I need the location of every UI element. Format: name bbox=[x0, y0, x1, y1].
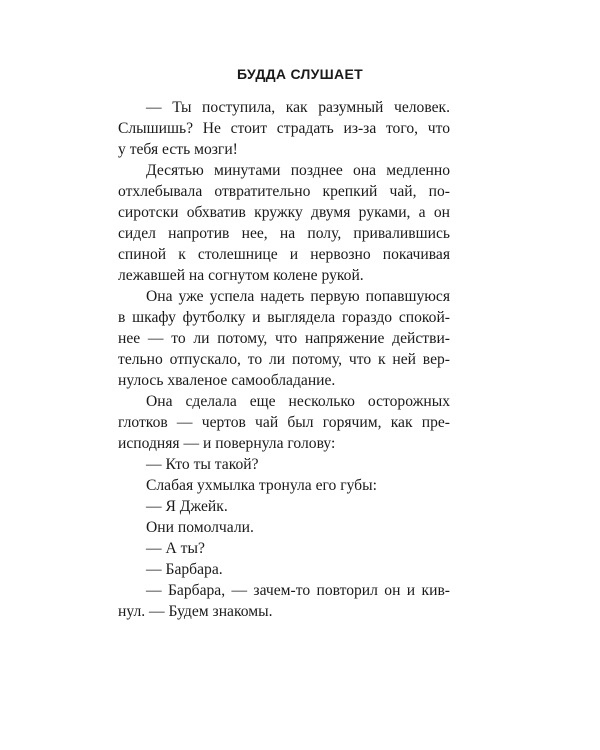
text-line: исподняя — и повернула голову: bbox=[118, 435, 336, 452]
text-line: — Ты поступила, как разумный человек. bbox=[146, 99, 450, 116]
running-head: БУДДА СЛУШАЕТ bbox=[237, 66, 363, 82]
text-line: тельно отпускало, то ли потому, что к ней вер- bbox=[118, 351, 450, 368]
text-line: отхлебывала отвратительно крепкий чай, по- bbox=[118, 183, 450, 200]
text-line: нулось хваленое самообладание. bbox=[118, 372, 336, 389]
text-line: сиротски обхватив кружку двумя руками, а он bbox=[118, 204, 450, 221]
text-line: — Барбара, — зачем-то повторил он и кив- bbox=[146, 582, 450, 599]
text-line: Десятью минутами позднее она медленно bbox=[146, 162, 450, 179]
text-line: нул. — Будем знакомы. bbox=[118, 603, 273, 620]
text-line: — Я Джейк. bbox=[146, 498, 228, 515]
text-line: Слабая ухмылка тронула его губы: bbox=[146, 477, 377, 494]
text-line: спиной к столешнице и нервозно покачивая bbox=[118, 246, 450, 263]
text-line: — Кто ты такой? bbox=[146, 456, 259, 473]
text-line: в шкафу футболку и выглядела гораздо спокой- bbox=[118, 309, 450, 326]
text-line: Слышишь? Не стоит страдать из-за того, что bbox=[118, 120, 450, 137]
body-text bbox=[118, 97, 450, 622]
text-line: — Барбара. bbox=[146, 561, 223, 578]
text-line: у тебя есть мозги! bbox=[118, 141, 238, 158]
text-line: Она уже успела надеть первую попавшуюся bbox=[146, 288, 450, 305]
text-line: лежавшей на согнутом колене рукой. bbox=[118, 267, 364, 284]
text-line: Она сделала еще несколько осторожных bbox=[146, 393, 450, 410]
text-line: — А ты? bbox=[146, 540, 205, 557]
text-line: Они помолчали. bbox=[146, 519, 254, 536]
text-line: нее — то ли потому, что напряжение действи- bbox=[118, 330, 450, 347]
text-line: сидел напротив нее, на полу, привалившись bbox=[118, 225, 450, 242]
text-line: глотков — чертов чай был горячим, как пре- bbox=[118, 414, 450, 431]
